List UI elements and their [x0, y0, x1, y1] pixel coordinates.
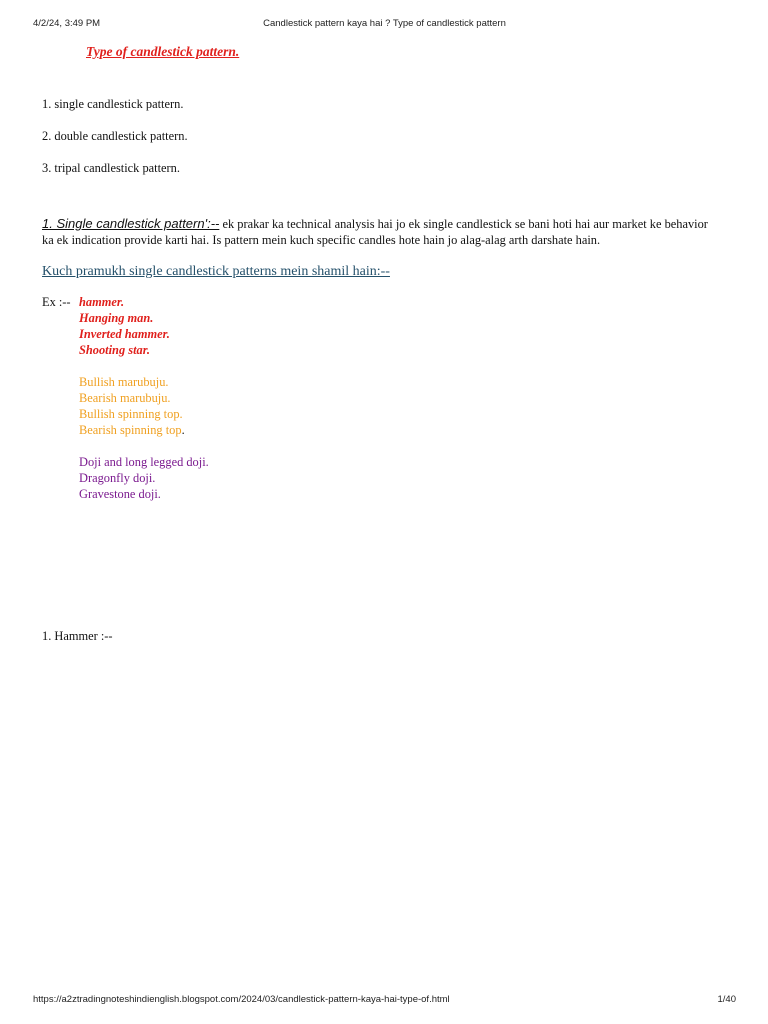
sub-heading: Kuch pramukh single candlestick patterns mein shamil hain:--	[42, 264, 390, 279]
document-title: Type of candlestick pattern.	[86, 44, 240, 59]
print-header	[33, 18, 736, 32]
print-page-title: Candlestick pattern kaya hai ? Type of candlestick pattern	[263, 18, 506, 29]
example-item: Bullish marubuju.	[79, 375, 169, 389]
pattern-type-item: 3. tripal candlestick pattern.	[42, 161, 180, 175]
example-item: Bearish spinning top	[79, 423, 182, 437]
section-text: ek prakar ka technical analysis hai jo ek single candlestick se bani hoti hai aur market ke behavior ka ek indication provide karti hai. Is pattern mein kuch specific candles hote hain jo alag-alag arth darshate hain.	[42, 217, 708, 247]
example-item: Doji and long legged doji.	[79, 455, 209, 469]
pattern-types-list	[42, 96, 712, 176]
example-item: Hanging man.	[79, 311, 154, 325]
pattern-type-item: 1. single candlestick pattern.	[42, 97, 184, 111]
examples-label: Ex :--	[42, 295, 71, 309]
pattern-type-item: 2. double candlestick pattern.	[42, 129, 188, 143]
section-single-candlestick	[42, 216, 712, 248]
example-item-period: .	[181, 423, 185, 437]
example-item: hammer.	[79, 295, 125, 309]
hammer-heading: 1. Hammer :--	[42, 629, 113, 643]
section-heading: 1. Single candlestick pattern':--	[42, 216, 220, 231]
examples-list	[42, 294, 712, 502]
example-item: Dragonfly doji.	[79, 471, 156, 485]
section-paragraph	[42, 216, 712, 248]
example-item: Bullish spinning top.	[79, 407, 183, 421]
page-number: 1/40	[717, 994, 736, 1005]
document-body	[42, 44, 712, 644]
example-item-wrap	[79, 422, 185, 438]
example-item: Shooting star.	[79, 343, 150, 357]
print-footer	[33, 994, 736, 1008]
print-url: https://a2ztradingnoteshindienglish.blogspot.com/2024/03/candlestick-pattern-kaya-hai-type-of.html	[33, 994, 450, 1005]
example-item: Inverted hammer.	[79, 327, 170, 341]
example-item: Bearish marubuju.	[79, 391, 171, 405]
print-datetime: 4/2/24, 3:49 PM	[33, 18, 101, 29]
example-item: Gravestone doji.	[79, 487, 161, 501]
